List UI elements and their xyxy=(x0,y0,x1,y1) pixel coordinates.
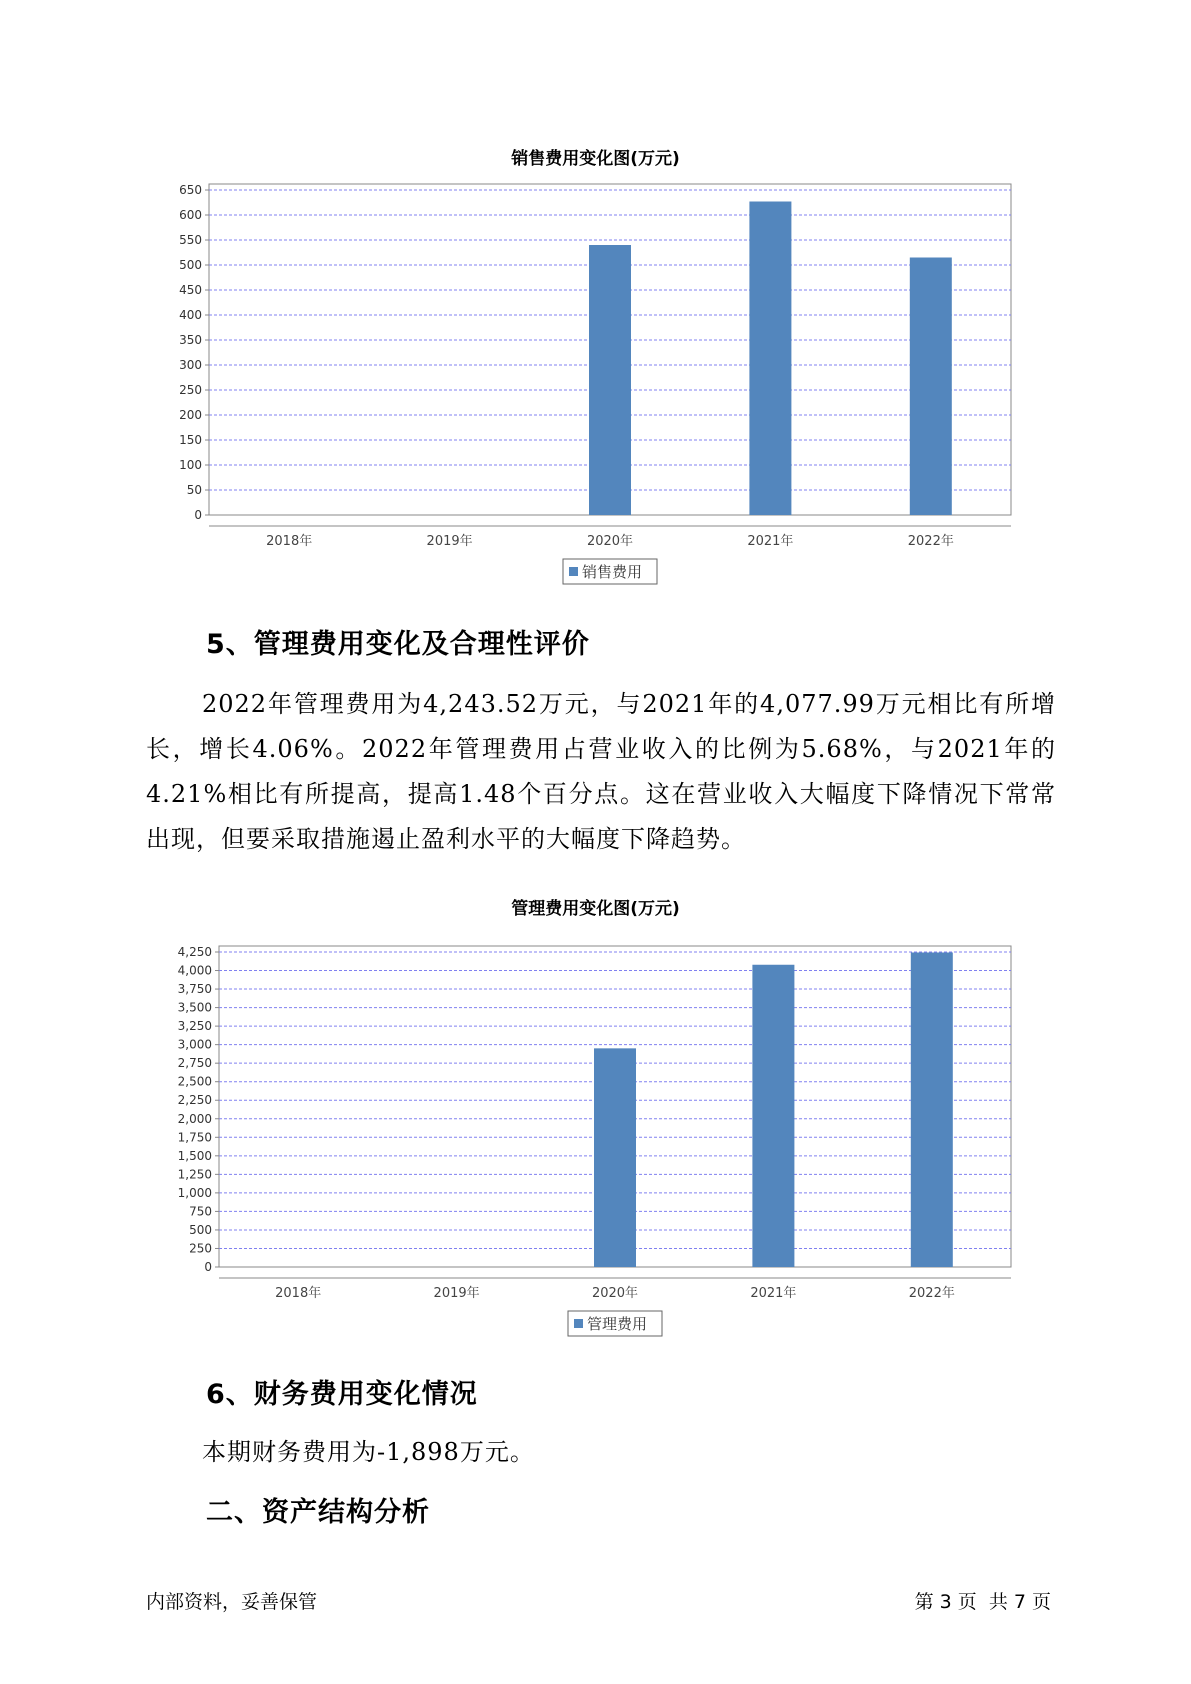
y-tick-label: 250 xyxy=(189,1241,212,1256)
section5-heading: 5、管理费用变化及合理性评价 xyxy=(206,629,590,660)
y-tick-label: 3,750 xyxy=(177,982,212,997)
y-tick-label: 150 xyxy=(179,433,202,447)
sales-expense-chart xyxy=(0,170,1191,610)
part2-heading: 二、资产结构分析 xyxy=(206,1497,430,1528)
y-tick-label: 1,250 xyxy=(177,1167,212,1182)
y-tick-label: 2,750 xyxy=(177,1056,212,1071)
y-tick-label: 550 xyxy=(179,233,202,247)
y-tick-label: 1,000 xyxy=(177,1185,212,1200)
y-tick-label: 3,000 xyxy=(177,1037,212,1052)
y-tick-label: 50 xyxy=(186,483,202,497)
legend xyxy=(563,559,657,584)
y-tick-label: 300 xyxy=(179,358,202,372)
footer-confidential: 内部资料，妥善保管 xyxy=(146,1591,318,1613)
y-tick-label: 4,250 xyxy=(177,945,212,959)
bar xyxy=(911,952,953,1267)
y-tick-label: 0 xyxy=(204,1260,212,1274)
admin-expense-chart xyxy=(0,920,1191,1360)
x-tick-label: 2018年 xyxy=(275,1286,322,1301)
y-tick-label: 600 xyxy=(179,208,202,222)
legend-swatch xyxy=(569,567,578,576)
bar xyxy=(910,258,952,516)
x-tick-label: 2018年 xyxy=(266,534,313,549)
bar xyxy=(752,965,794,1267)
section6-text: 本期财务费用为-1,898万元。 xyxy=(202,1438,535,1466)
y-tick-label: 1,500 xyxy=(177,1148,212,1163)
y-tick-label: 200 xyxy=(179,408,202,422)
legend-label: 管理费用 xyxy=(587,1315,648,1333)
y-tick-label: 1,750 xyxy=(177,1130,212,1145)
y-tick-label: 100 xyxy=(179,458,202,472)
bar xyxy=(594,1048,636,1267)
y-tick-label: 350 xyxy=(179,333,202,347)
x-tick-label: 2020年 xyxy=(591,1286,639,1301)
y-tick-label: 4,000 xyxy=(177,963,212,978)
y-tick-label: 2,500 xyxy=(177,1074,212,1089)
x-tick-label: 2021年 xyxy=(747,534,794,549)
y-tick-label: 750 xyxy=(189,1204,212,1219)
y-tick-label: 450 xyxy=(179,283,202,297)
y-tick-label: 3,250 xyxy=(177,1019,212,1034)
y-tick-label: 3,500 xyxy=(177,1000,212,1015)
x-tick-label: 2019年 xyxy=(426,534,473,549)
sales-expense-chart-title: 销售费用变化图(万元) xyxy=(511,149,680,169)
x-tick-label: 2019年 xyxy=(433,1286,480,1301)
x-tick-label: 2021年 xyxy=(750,1286,797,1301)
legend xyxy=(568,1311,662,1336)
section6-heading: 6、财务费用变化情况 xyxy=(206,1379,478,1410)
legend-label: 销售费用 xyxy=(582,563,643,581)
y-tick-label: 400 xyxy=(179,308,202,322)
legend-swatch xyxy=(574,1319,583,1328)
y-tick-label: 2,250 xyxy=(177,1093,212,1108)
y-tick-label: 2,000 xyxy=(177,1111,212,1126)
x-tick-label: 2022年 xyxy=(908,1286,955,1301)
y-tick-label: 0 xyxy=(194,508,202,522)
section5-paragraph: 2022年管理费用为4,243.52万元，与2021年的4,077.99万元相比有所增长，增长4.06%。2022年管理费用占营业收入的比例为5.68%，与2021年的4.21%相比有所提高，提高1.48个百分点。这在营业收入大幅度下降情况下常常出现，但要采取措施遏止盈利水平的大幅度下降趋势。 xyxy=(146,690,1056,853)
bar xyxy=(749,202,791,516)
x-tick-label: 2022年 xyxy=(907,534,954,549)
x-tick-label: 2020年 xyxy=(586,534,634,549)
y-tick-label: 500 xyxy=(179,258,202,272)
footer-page-number: 第 3 页 共 7 页 xyxy=(914,1591,1051,1613)
y-tick-label: 250 xyxy=(179,383,202,397)
y-tick-label: 650 xyxy=(179,183,202,197)
bar xyxy=(589,245,631,515)
y-tick-label: 500 xyxy=(189,1222,212,1237)
admin-expense-chart-title: 管理费用变化图(万元) xyxy=(511,899,680,919)
